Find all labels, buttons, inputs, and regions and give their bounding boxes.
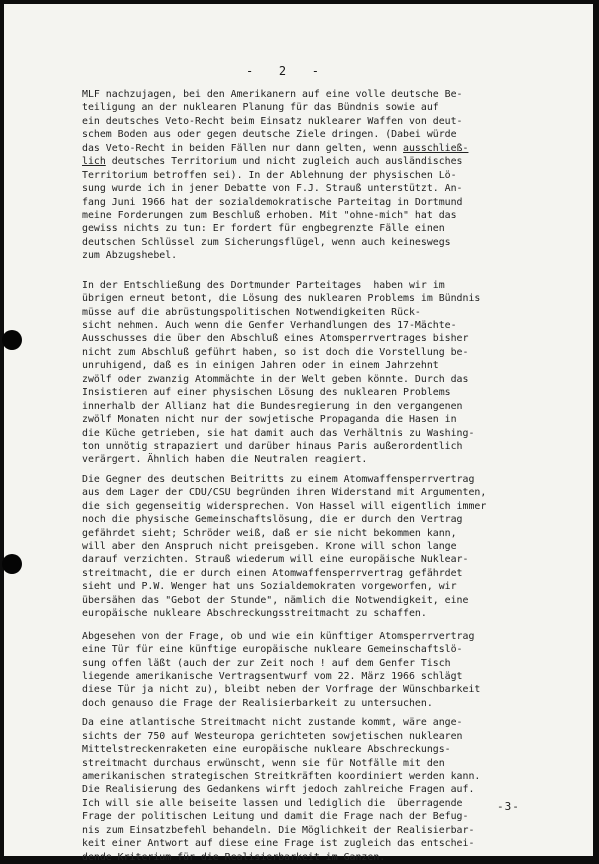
text-line bbox=[82, 783, 582, 796]
text-line bbox=[82, 427, 582, 440]
line-text: nis zum Einsatzbefehl behandeln. Die Möglichkeit der Realisierbar- bbox=[82, 824, 475, 836]
paragraph bbox=[82, 279, 582, 467]
text-line bbox=[82, 580, 582, 593]
text-line bbox=[82, 757, 582, 770]
paragraph bbox=[82, 473, 582, 621]
text-line bbox=[82, 142, 582, 155]
line-text: streitmacht, die er durch einen Atomwaffensperrvertrag gefährdet bbox=[82, 567, 463, 579]
line-text: aus dem Lager der CDU/CSU begründen ihren Widerstand mit Argumenten, bbox=[82, 487, 487, 499]
text-line bbox=[82, 101, 582, 114]
text-line bbox=[82, 730, 582, 743]
text-line bbox=[82, 643, 582, 656]
text-line bbox=[82, 346, 582, 359]
line-text: das Veto-Recht in beiden Fällen nur dann gelten, wenn bbox=[82, 142, 404, 154]
text-line bbox=[82, 128, 582, 141]
text-line bbox=[82, 527, 582, 540]
text-line bbox=[82, 182, 582, 195]
line-text: zwölf oder zwanzig Atommächte in der Welt geben könnte. Durch das bbox=[82, 373, 469, 385]
text-line bbox=[82, 697, 582, 710]
text-line bbox=[82, 319, 582, 332]
line-text: liegende amerikanische Vertragsentwurf vom 22. März 1966 schlägt bbox=[82, 670, 463, 682]
line-text: sung offen läßt (auch der zur Zeit noch ! auf dem Genfer Tisch bbox=[82, 657, 451, 669]
line-text: Ausschusses die über den Abschluß eines Atomsperrvertrages bisher bbox=[82, 333, 469, 345]
line-text: die Küche getrieben, sie hat damit auch das Verhältnis zu Washing- bbox=[82, 427, 475, 439]
line-text: Mittelstreckenraketen eine europäische nukleare Abschreckungs- bbox=[82, 744, 451, 756]
line-text: dende Kriterium für die Realisierbarkeit im Ganzen. bbox=[82, 851, 386, 863]
paragraph bbox=[82, 88, 582, 263]
line-text: doch genauso die Frage der Realisierbarkeit zu untersuchen. bbox=[82, 697, 433, 709]
text-line bbox=[82, 236, 582, 249]
text-line bbox=[82, 249, 582, 262]
line-text: die sich gegenseitig widersprechen. Von Hassel will eigentlich immer bbox=[82, 500, 487, 512]
text-line bbox=[82, 513, 582, 526]
text-line bbox=[82, 630, 582, 643]
text-line bbox=[82, 440, 582, 453]
text-line bbox=[82, 851, 582, 864]
text-line bbox=[82, 567, 582, 580]
text-line bbox=[82, 279, 582, 292]
text-line bbox=[82, 594, 582, 607]
line-text: gefährdet sieht; Schröder weiß, daß er sie nicht bekommen kann, bbox=[82, 527, 457, 539]
line-text: ein deutsches Veto-Recht beim Einsatz nuklearer Waffen von deut- bbox=[82, 115, 463, 127]
line-text: sicht nehmen. Auch wenn die Genfer Verhandlungen des 17-Mächte- bbox=[82, 320, 457, 331]
line-text: deutschen Schlüssel zum Sicherungsflügel, wenn auch keineswegs bbox=[82, 236, 451, 248]
text-line bbox=[82, 115, 582, 128]
text-line bbox=[82, 453, 582, 466]
line-text: europäische nukleare Abschreckungsstreitmacht zu schaffen. bbox=[82, 608, 427, 620]
text-line bbox=[82, 400, 582, 413]
line-text: MLF nachzujagen, bei den Amerikanern auf eine volle deutsche Be- bbox=[82, 89, 463, 100]
line-text: unruhigend, daß es in einigen Jahren oder in einem Jahrzehnt bbox=[82, 360, 439, 372]
next-page-reference: -3- bbox=[497, 800, 520, 813]
line-text: schem Boden aus oder gegen deutsche Ziele dringen. (Dabei würde bbox=[82, 129, 457, 141]
paragraph bbox=[82, 716, 582, 864]
text-line bbox=[82, 169, 582, 182]
text-line bbox=[82, 657, 582, 670]
line-text: amerikanischen strategischen Streitkräften koordiniert werden kann. bbox=[82, 771, 481, 782]
text-line bbox=[82, 306, 582, 319]
document-body bbox=[82, 88, 582, 864]
line-text: keit einer Antwort auf diese eine Frage ist zugleich das entschei- bbox=[82, 838, 475, 850]
line-text: sichts der 750 auf Westeuropa gerichteten sowjetischen nuklearen bbox=[82, 730, 463, 742]
punch-hole-top bbox=[2, 330, 22, 350]
line-text: gewiss nichts zu tun: Er fordert für engbegrenzte Fälle einen bbox=[82, 223, 445, 235]
line-text: Da eine atlantische Streitmacht nicht zustande kommt, wäre ange- bbox=[82, 717, 463, 729]
text-line bbox=[82, 413, 582, 426]
document-page bbox=[4, 4, 593, 863]
text-line bbox=[82, 292, 582, 305]
text-line bbox=[82, 196, 582, 209]
line-text: Abgesehen von der Frage, ob und wie ein künftiger Atomsperrvertrag bbox=[82, 630, 475, 642]
line-text: fang Juni 1966 hat der sozialdemokratische Parteitag in Dortmund bbox=[82, 196, 463, 208]
line-text: Die Realisierung des Gedankens wirft jedoch zahlreiche Fragen auf. bbox=[82, 784, 475, 796]
text-line bbox=[82, 607, 582, 620]
line-text: teiligung an der nuklearen Planung für das Bündnis sowie auf bbox=[82, 102, 439, 114]
text-line bbox=[82, 553, 582, 566]
paragraph bbox=[82, 630, 582, 711]
text-line bbox=[82, 386, 582, 399]
line-text: darauf verzichten. Strauß wiederum will eine europäische Nuklear- bbox=[82, 554, 469, 566]
line-text: übersähen das "Gebot der Stunde", nämlich die Notwendigkeit, eine bbox=[82, 594, 469, 606]
line-text: Territorium betroffen sei). In der Ablehnung der physischen Lö- bbox=[82, 169, 457, 181]
line-text: Frage der politischen Leitung und damit die Frage nach der Befug- bbox=[82, 811, 469, 823]
underlined-text: ausschließ- bbox=[403, 142, 469, 154]
text-line bbox=[82, 837, 582, 850]
text-line bbox=[82, 155, 582, 168]
line-text: Insistieren auf einer physischen Lösung des nuklearen Problems bbox=[82, 387, 451, 399]
line-text: diese Tür ja nicht zu), bleibt neben der Vorfrage der Wünschbarkeit bbox=[82, 684, 481, 696]
text-line bbox=[82, 222, 582, 235]
punch-hole-bottom bbox=[2, 554, 22, 574]
text-line bbox=[82, 500, 582, 513]
line-text: noch die physische Gemeinschaftslösung, die er durch den Vertrag bbox=[82, 514, 463, 526]
text-line bbox=[82, 486, 582, 499]
line-text: zwölf Monaten nicht nur der sowjetische Propaganda die Hasen in bbox=[82, 414, 457, 426]
line-text: zum Abzugshebel. bbox=[82, 250, 178, 262]
line-text: ton unnötig strapaziert und darüber hinaus Paris außerordentlich bbox=[82, 440, 463, 452]
line-text: streitmacht durchaus erwünscht, wenn sie für Notfälle mit den bbox=[82, 757, 445, 769]
text-line bbox=[82, 770, 582, 783]
text-line bbox=[82, 683, 582, 696]
text-line bbox=[82, 824, 582, 837]
line-text: sung wurde ich in jener Debatte von F.J. Strauß unterstützt. An- bbox=[82, 183, 463, 195]
line-text: Ich will sie alle beiseite lassen und lediglich die überragende bbox=[82, 797, 463, 809]
paragraph-gap bbox=[82, 621, 582, 630]
line-text: meine Forderungen zum Beschluß erhoben. Mit "ohne-mich" hat das bbox=[82, 209, 457, 221]
page-number: - 2 - bbox=[246, 64, 321, 78]
text-line bbox=[82, 716, 582, 729]
text-line bbox=[82, 359, 582, 372]
line-text: müsse auf die abrüstungspolitischen Notwendigkeiten Rück- bbox=[82, 306, 421, 318]
line-text: sieht und P.W. Wenger hat uns Sozialdemokraten vorgeworfen, wir bbox=[82, 581, 457, 593]
line-text: übrigen erneut betont, die Lösung des nuklearen Problems im Bündnis bbox=[82, 293, 481, 305]
text-line bbox=[82, 332, 582, 345]
line-text: deutsches Territorium und nicht zugleich auch ausländisches bbox=[105, 156, 463, 168]
text-line bbox=[82, 540, 582, 553]
line-text: nicht zum Abschluß geführt haben, so ist doch die Vorstellung be- bbox=[82, 346, 469, 358]
text-line bbox=[82, 473, 582, 486]
text-line bbox=[82, 670, 582, 683]
text-line bbox=[82, 373, 582, 386]
line-text: In der Entschließung des Dortmunder Parteitages haben wir im bbox=[82, 279, 445, 291]
underlined-text: lich bbox=[82, 156, 106, 168]
text-line bbox=[82, 209, 582, 222]
line-text: eine Tür für eine künftige europäische nukleare Gemeinschaftslö- bbox=[82, 644, 463, 656]
line-text: will aber den Anspruch nicht preisgeben. Krone will schon lange bbox=[82, 541, 457, 552]
line-text: verärgert. Ähnlich haben die Neutralen reagiert. bbox=[82, 454, 368, 466]
line-text: Die Gegner des deutschen Beitritts zu einem Atomwaffensperrvertrag bbox=[82, 473, 475, 485]
paragraph-gap bbox=[82, 263, 582, 279]
text-line bbox=[82, 88, 582, 101]
text-line bbox=[82, 743, 582, 756]
line-text: innerhalb der Allianz hat die Bundesregierung in den vergangenen bbox=[82, 400, 463, 412]
